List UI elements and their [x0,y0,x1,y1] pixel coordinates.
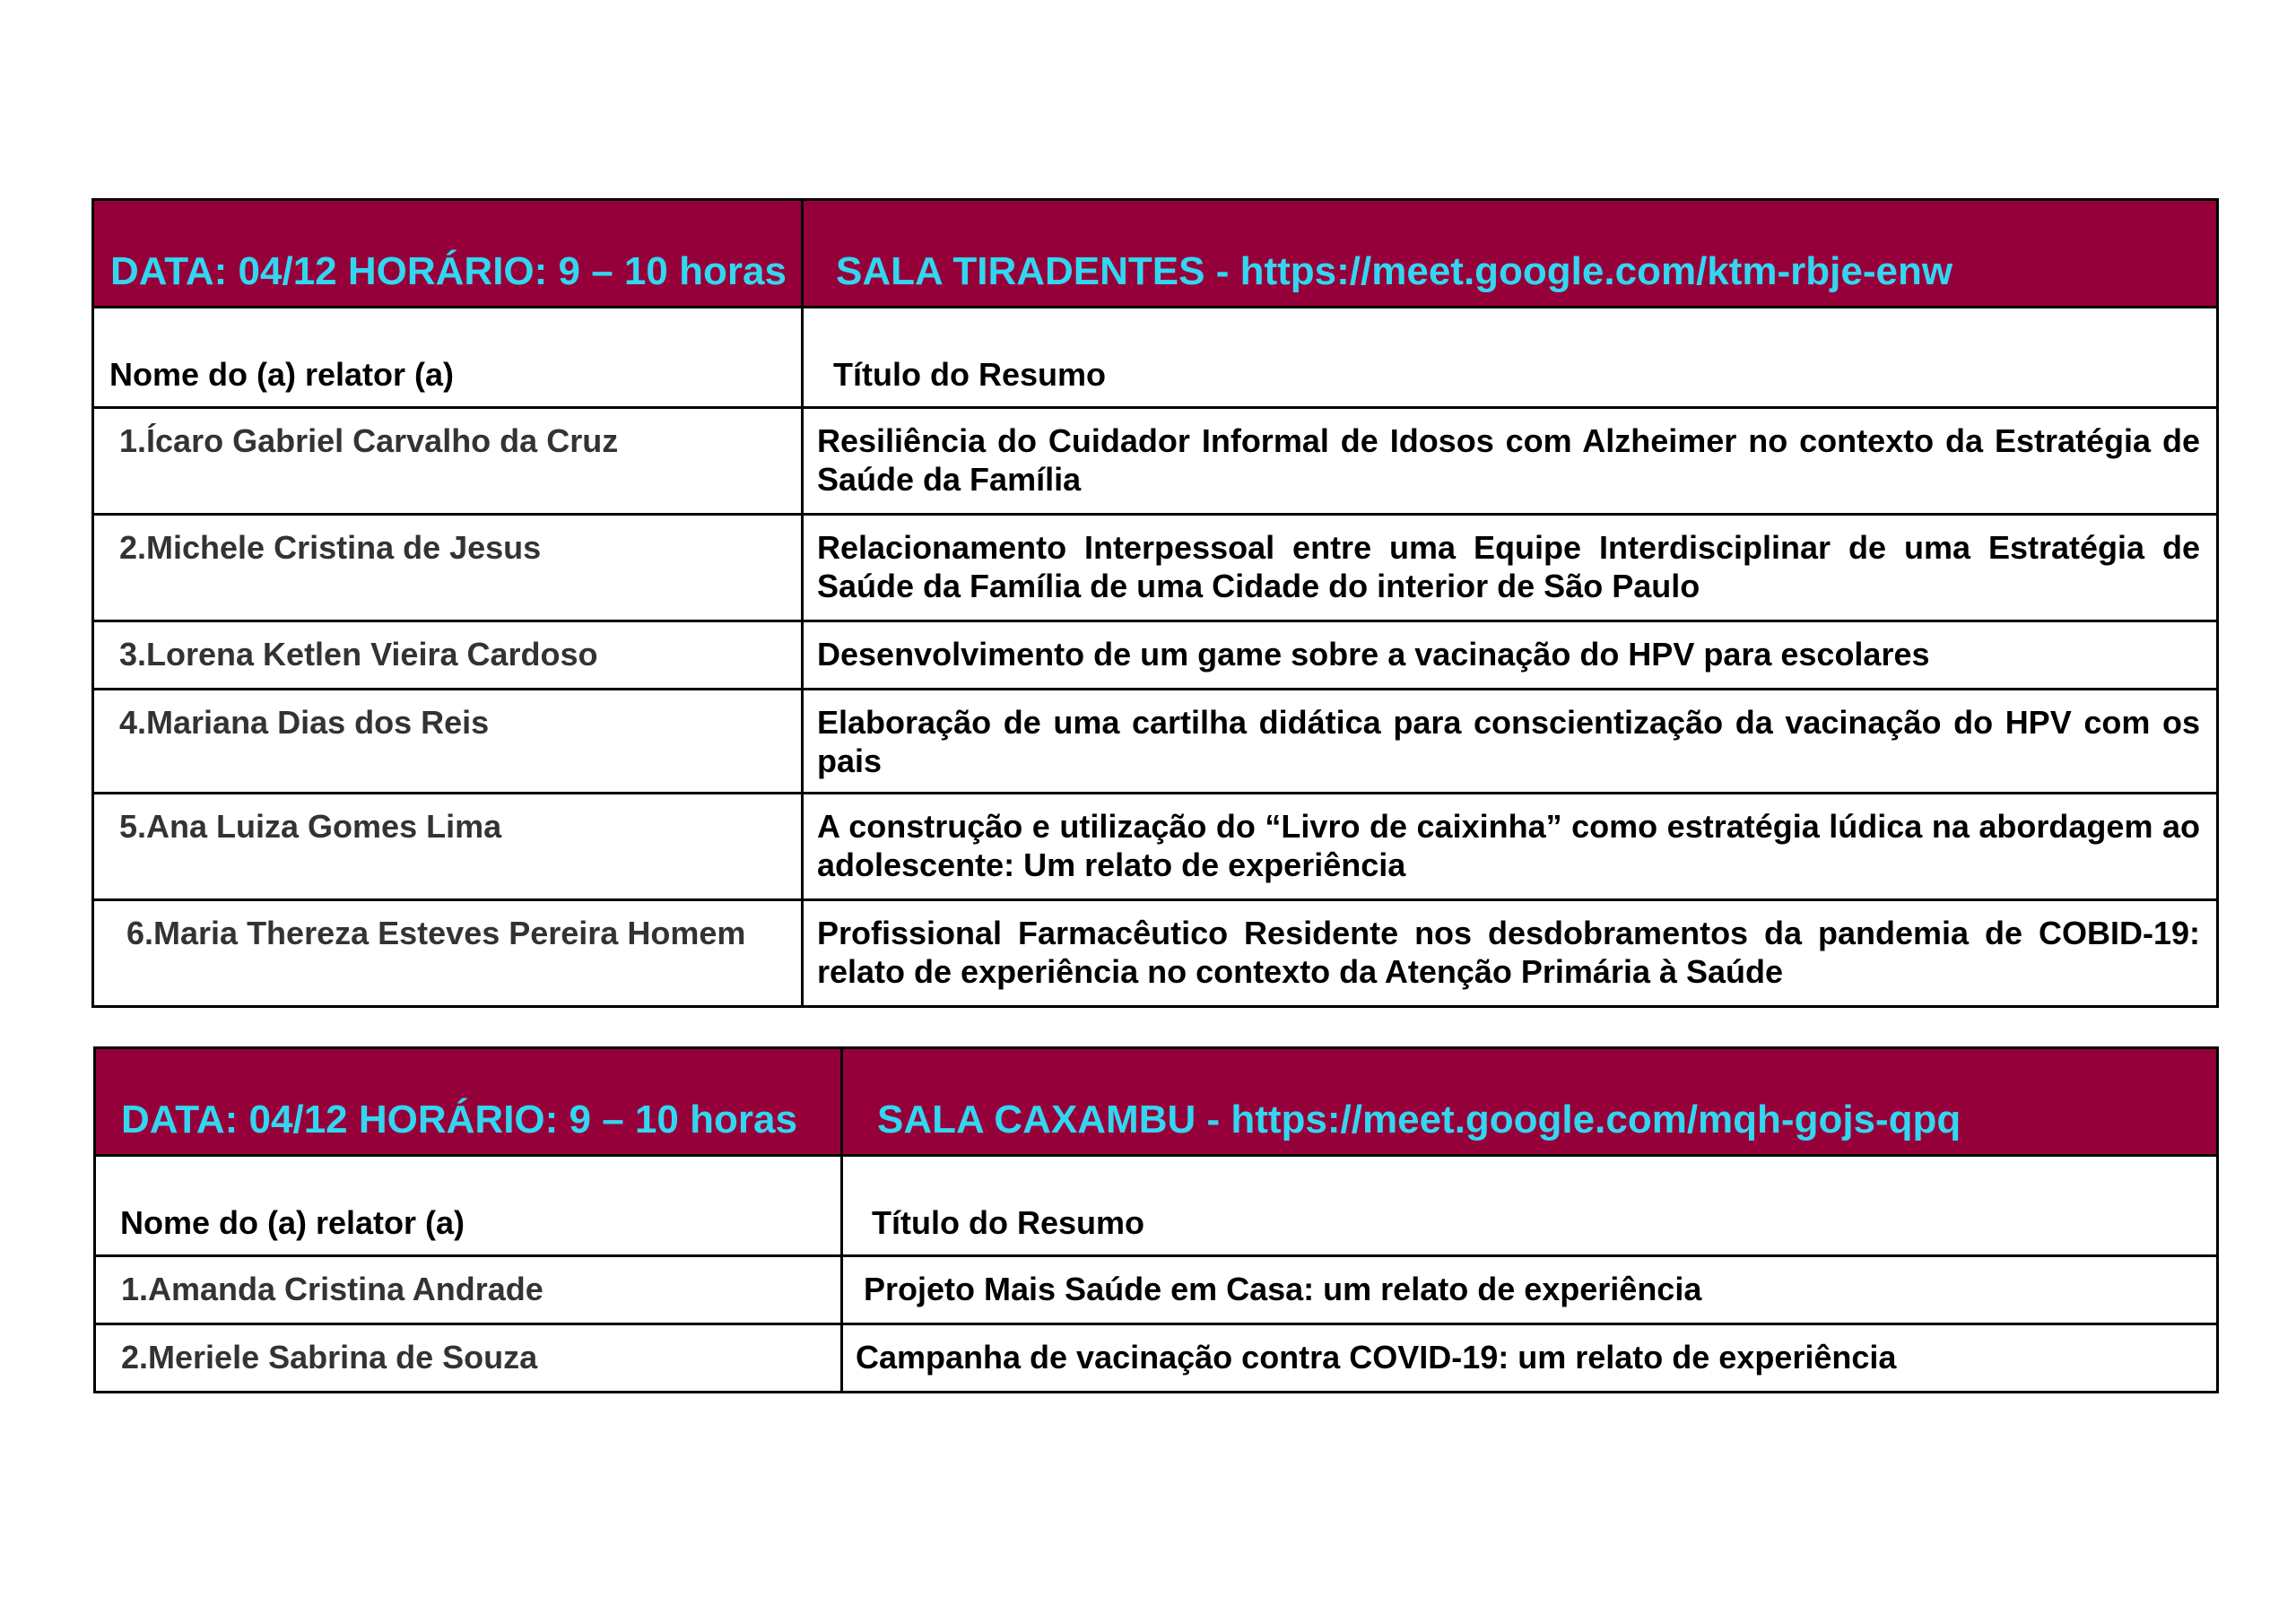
session-date-time: DATA: 04/12 HORÁRIO: 9 – 10 horas [93,200,803,308]
session-table-tiradentes [91,198,2219,1008]
presenter-name: 5.Ana Luiza Gomes Lima [93,794,803,900]
column-header-name: Nome do (a) relator (a) [95,1156,842,1256]
table-row [93,408,2218,515]
abstract-title: A construção e utilização do “Livro de caixinha” como estratégia lúdica na abordagem ao adolescente: Um relato de experiência [803,794,2218,900]
table-row [93,621,2218,690]
presenter-name: 6.Maria Thereza Esteves Pereira Homem [93,900,803,1007]
abstract-title: Profissional Farmacêutico Residente nos desdobramentos da pandemia de COBID-19: relato de experiência no contexto da Atenção Primária à Saúde [803,900,2218,1007]
abstract-title: Relacionamento Interpessoal entre uma Equipe Interdisciplinar de uma Estratégia de Saúde da Família de uma Cidade do interior de São Paulo [803,515,2218,621]
abstract-title: Desenvolvimento de um game sobre a vacinação do HPV para escolares [803,621,2218,690]
session-room-link[interactable]: SALA TIRADENTES - https://meet.google.com/ktm-rbje-enw [803,200,2218,308]
abstract-title: Resiliência do Cuidador Informal de Idosos com Alzheimer no contexto da Estratégia de Saúde da Família [803,408,2218,515]
presenter-name: 2.Michele Cristina de Jesus [93,515,803,621]
session-table-caxambu [93,1046,2219,1393]
session-header [95,1048,2218,1156]
session-room-link[interactable]: SALA CAXAMBU - https://meet.google.com/mqh-gojs-qpq [842,1048,2218,1156]
column-header-name: Nome do (a) relator (a) [93,308,803,408]
presenter-name: 3.Lorena Ketlen Vieira Cardoso [93,621,803,690]
column-header-row [95,1156,2218,1256]
abstract-title: Elaboração de uma cartilha didática para conscientização da vacinação do HPV com os pais [803,690,2218,794]
table-row [93,515,2218,621]
presenter-name: 1.Ícaro Gabriel Carvalho da Cruz [93,408,803,515]
table-row [93,794,2218,900]
table-row [95,1324,2218,1393]
table-row [93,900,2218,1007]
column-header-title: Título do Resumo [842,1156,2218,1256]
session-header [93,200,2218,308]
column-header-row [93,308,2218,408]
presenter-name: 4.Mariana Dias dos Reis [93,690,803,794]
column-header-title: Título do Resumo [803,308,2218,408]
abstract-title: Projeto Mais Saúde em Casa: um relato de experiência [842,1256,2218,1324]
session-date-time: DATA: 04/12 HORÁRIO: 9 – 10 horas [95,1048,842,1156]
table-row [95,1256,2218,1324]
presenter-name: 2.Meriele Sabrina de Souza [95,1324,842,1393]
presenter-name: 1.Amanda Cristina Andrade [95,1256,842,1324]
table-row [93,690,2218,794]
abstract-title: Campanha de vacinação contra COVID-19: um relato de experiência [842,1324,2218,1393]
